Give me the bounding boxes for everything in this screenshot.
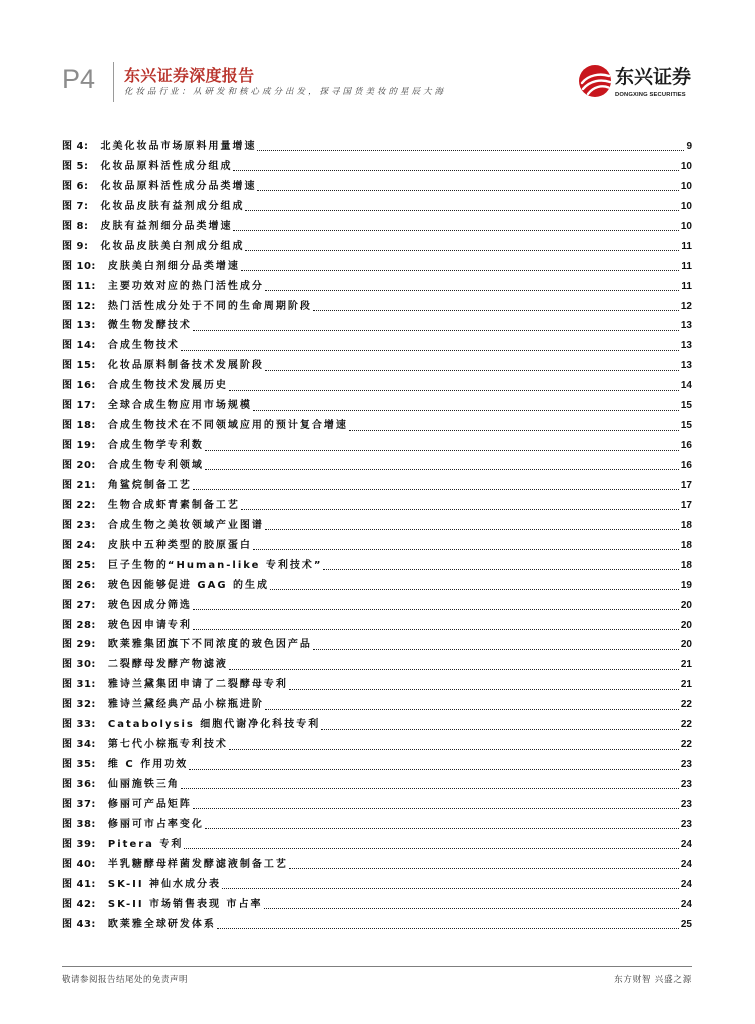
- dot-leader: [193, 808, 679, 809]
- page-number: 11: [681, 240, 692, 252]
- figure-number: 图 9:: [62, 240, 89, 252]
- page-number: 9: [686, 141, 692, 152]
- figure-number: 图 15:: [62, 360, 96, 372]
- page-number: 16: [680, 460, 692, 471]
- figure-title: 欧莱雅集团旗下不同浓度的玻色因产品: [107, 639, 312, 651]
- page-label: P4: [62, 64, 96, 94]
- dot-leader: [245, 210, 678, 211]
- page-number: 23: [680, 779, 692, 790]
- figure-number: 图 29:: [62, 639, 96, 651]
- page-number: 22: [680, 719, 692, 731]
- figure-list-item[interactable]: [62, 456, 692, 476]
- page-number: 24: [680, 878, 692, 890]
- dot-leader: [222, 888, 679, 889]
- page-number: 10: [680, 160, 692, 172]
- page-number: 23: [680, 818, 692, 830]
- dot-leader: [321, 729, 679, 730]
- figure-list-item[interactable]: [62, 217, 692, 237]
- figure-title: 雅诗兰黛经典产品小棕瓶进阶: [107, 699, 264, 711]
- figure-list-item[interactable]: [62, 895, 692, 915]
- figure-title: 化妆品原料活性成分品类增速: [100, 180, 257, 192]
- page-number: 25: [680, 918, 692, 930]
- figure-title: 角鲨烷制备工艺: [107, 479, 192, 491]
- page-number: 11: [681, 260, 692, 272]
- page-number: 11: [681, 280, 692, 292]
- dot-leader: [193, 609, 679, 610]
- figure-title: 微生物发酵技术: [107, 320, 192, 332]
- figure-number: 图 34:: [62, 739, 96, 751]
- dot-leader: [289, 868, 679, 869]
- figure-number: 图 19:: [62, 440, 96, 452]
- figure-number: 图 18:: [62, 420, 96, 432]
- page-number: 23: [680, 759, 692, 771]
- figure-title: 化妆品皮肤有益剂成分组成: [100, 200, 245, 212]
- figure-number: 图 26:: [62, 579, 96, 591]
- page-number: 12: [680, 300, 692, 312]
- dongxing-logo-icon: [578, 64, 612, 98]
- page-number: 13: [680, 360, 692, 372]
- page-number: 20: [680, 619, 692, 631]
- dot-leader: [181, 350, 679, 351]
- footer-rule: [62, 966, 692, 967]
- dot-leader: [245, 250, 679, 251]
- figure-title: Pitera 专利: [107, 838, 184, 850]
- figure-list-item[interactable]: [62, 137, 692, 157]
- figure-number: 图 28:: [62, 619, 96, 631]
- figure-list-item[interactable]: [62, 157, 692, 177]
- figure-title: 合成生物技术: [107, 340, 180, 352]
- company-slogan: 东方财智 兴盛之源: [614, 975, 692, 985]
- dot-leader: [257, 190, 678, 191]
- dot-leader: [229, 749, 679, 750]
- figure-number: 图 16:: [62, 380, 96, 392]
- figure-title: 玻色因成分筛选: [107, 599, 192, 611]
- figure-number: 图 4:: [62, 141, 89, 152]
- figure-number: 图 25:: [62, 559, 96, 571]
- figure-title: 皮肤中五种类型的胶原蛋白: [107, 539, 252, 551]
- figure-title: 生物合成虾青素制备工艺: [107, 499, 240, 511]
- dot-leader: [265, 290, 680, 291]
- page-number: 21: [680, 679, 692, 691]
- figure-number: 图 42:: [62, 898, 96, 910]
- dot-leader: [270, 589, 679, 590]
- figure-number: 图 6:: [62, 180, 89, 192]
- figure-list-item[interactable]: [62, 675, 692, 695]
- figure-title: 皮肤美白剂细分品类增速: [107, 260, 240, 272]
- dot-leader: [253, 549, 679, 550]
- page-number: 18: [680, 559, 692, 571]
- dot-leader: [205, 450, 679, 451]
- figure-list-item[interactable]: [62, 875, 692, 895]
- dot-leader: [229, 669, 679, 670]
- figure-number: 图 35:: [62, 759, 96, 771]
- figure-list-item[interactable]: [62, 695, 692, 715]
- figure-number: 图 5:: [62, 160, 89, 172]
- dot-leader: [265, 370, 679, 371]
- dot-leader: [229, 390, 679, 391]
- dot-leader: [217, 928, 679, 929]
- figure-title: SK-II 神仙水成分表: [107, 878, 222, 890]
- figure-list-item[interactable]: [62, 715, 692, 735]
- figure-list: [62, 137, 692, 935]
- figure-list-item[interactable]: [62, 635, 692, 655]
- figure-list-item[interactable]: [62, 536, 692, 556]
- figure-number: 图 7:: [62, 200, 89, 212]
- page-number: 23: [680, 798, 692, 810]
- figure-list-item[interactable]: [62, 556, 692, 576]
- figure-title: 第七代小棕瓶专利技术: [107, 739, 228, 751]
- dot-leader: [264, 908, 679, 909]
- figure-title: 化妆品原料制备技术发展阶段: [107, 360, 264, 372]
- page-number: 18: [680, 539, 692, 551]
- figure-number: 图 22:: [62, 499, 96, 511]
- dot-leader: [323, 569, 678, 570]
- page-number: 18: [680, 519, 692, 531]
- page-number: 24: [680, 898, 692, 910]
- dot-leader: [181, 788, 679, 789]
- figure-title: 皮肤有益剂细分品类增速: [100, 220, 233, 232]
- figure-list-item[interactable]: [62, 257, 692, 277]
- dot-leader: [265, 529, 679, 530]
- figure-title: 合成生物之美妆领域产业图谱: [107, 519, 264, 531]
- figure-list-item[interactable]: [62, 336, 692, 356]
- logo-name-cn: 东兴证券: [615, 66, 692, 88]
- dot-leader: [349, 430, 679, 431]
- figure-list-item[interactable]: [62, 855, 692, 875]
- dot-leader: [205, 469, 679, 470]
- figure-list-item[interactable]: [62, 356, 692, 376]
- figure-number: 图 30:: [62, 659, 96, 671]
- dot-leader: [193, 489, 679, 490]
- figure-number: 图 32:: [62, 699, 96, 711]
- dot-leader: [313, 310, 679, 311]
- figure-list-item[interactable]: [62, 835, 692, 855]
- report-subtitle: 化妆品行业：从研发和核心成分出发，探寻国货美妆的星辰大海: [124, 87, 447, 97]
- figure-title: 修丽可市占率变化: [107, 818, 204, 830]
- page-number: 13: [680, 320, 692, 332]
- figure-number: 图 14:: [62, 340, 96, 352]
- figure-title: 仙丽施铁三角: [107, 779, 180, 790]
- company-logo: [578, 63, 692, 101]
- dot-leader: [253, 410, 679, 411]
- figure-title: 维 C 作用功效: [107, 759, 189, 771]
- figure-title: Catabolysis 细胞代谢净化科技专利: [107, 719, 321, 731]
- figure-number: 图 37:: [62, 798, 96, 810]
- figure-list-item[interactable]: [62, 616, 692, 636]
- figure-list-item[interactable]: [62, 795, 692, 815]
- dot-leader: [257, 150, 684, 151]
- figure-title: 热门活性成分处于不同的生命周期阶段: [107, 300, 312, 312]
- figure-number: 图 24:: [62, 539, 96, 551]
- figure-list-item[interactable]: [62, 476, 692, 496]
- figure-title: 合成生物专利领域: [107, 460, 204, 471]
- figure-list-item[interactable]: [62, 775, 692, 795]
- figure-list-item[interactable]: [62, 915, 692, 935]
- disclaimer-note: 敬请参阅报告结尾处的免责声明: [62, 975, 189, 985]
- page-number: 14: [680, 380, 692, 392]
- figure-number: 图 21:: [62, 479, 96, 491]
- figure-list-item[interactable]: [62, 655, 692, 675]
- figure-list-item[interactable]: [62, 197, 692, 217]
- figure-number: 图 41:: [62, 878, 96, 890]
- figure-number: 图 8:: [62, 220, 89, 232]
- figure-title: 玻色因申请专利: [107, 619, 192, 631]
- page-number: 10: [680, 220, 692, 232]
- figure-list-item[interactable]: [62, 576, 692, 596]
- figure-number: 图 39:: [62, 838, 96, 850]
- figure-number: 图 27:: [62, 599, 96, 611]
- figure-title: SK-II 市场销售表现 市占率: [107, 898, 263, 910]
- page-number: 19: [680, 579, 692, 591]
- figure-title: 合成生物技术在不同领域应用的预计复合增速: [107, 420, 348, 432]
- figure-list-item[interactable]: [62, 396, 692, 416]
- dot-leader: [205, 828, 679, 829]
- figure-title: 玻色因能够促进 GAG 的生成: [107, 579, 270, 591]
- figure-list-item[interactable]: [62, 237, 692, 257]
- figure-number: 图 23:: [62, 519, 96, 531]
- figure-title: 修丽可产品矩阵: [107, 798, 192, 810]
- dot-leader: [241, 270, 680, 271]
- figure-list-item[interactable]: [62, 416, 692, 436]
- figure-number: 图 12:: [62, 300, 96, 312]
- figure-number: 图 20:: [62, 460, 96, 471]
- page-number: 24: [680, 858, 692, 870]
- figure-list-item[interactable]: [62, 596, 692, 616]
- dot-leader: [189, 769, 679, 770]
- figure-title: 合成生物学专利数: [107, 440, 204, 452]
- figure-title: 主要功效对应的热门活性成分: [107, 280, 264, 292]
- dot-leader: [313, 649, 679, 650]
- figure-title: 二裂酵母发酵产物滤液: [107, 659, 228, 671]
- report-type-title: 东兴证券深度报告: [124, 66, 255, 85]
- figure-title: 半乳糖酵母样菌发酵滤液制备工艺: [107, 858, 288, 870]
- figure-list-item[interactable]: [62, 516, 692, 536]
- figure-list-item[interactable]: [62, 297, 692, 317]
- page-number: 15: [680, 420, 692, 432]
- dot-leader: [184, 848, 678, 849]
- page-number: 17: [680, 479, 692, 491]
- figure-title: 化妆品皮肤美白剂成分组成: [100, 240, 245, 252]
- figure-list-item[interactable]: [62, 277, 692, 297]
- page-number: 10: [680, 180, 692, 192]
- dot-leader: [193, 330, 679, 331]
- figure-number: 图 36:: [62, 779, 96, 790]
- figure-number: 图 13:: [62, 320, 96, 332]
- dot-leader: [233, 170, 678, 171]
- figure-number: 图 11:: [62, 280, 96, 292]
- figure-number: 图 17:: [62, 400, 96, 412]
- figure-number: 图 10:: [62, 260, 96, 272]
- page-number: 10: [680, 200, 692, 212]
- figure-title: 合成生物技术发展历史: [107, 380, 228, 392]
- page-number: 24: [680, 838, 692, 850]
- figure-number: 图 31:: [62, 679, 96, 691]
- figure-list-item[interactable]: [62, 316, 692, 336]
- figure-number: 图 43:: [62, 918, 96, 930]
- page-number: 16: [680, 440, 692, 452]
- dot-leader: [265, 709, 679, 710]
- page-number: 21: [680, 659, 692, 671]
- page-number: 17: [680, 499, 692, 511]
- dot-leader: [233, 230, 678, 231]
- figure-number: 图 40:: [62, 858, 96, 870]
- figure-title: 全球合成生物应用市场规模: [107, 400, 252, 412]
- figure-list-item[interactable]: [62, 755, 692, 775]
- figure-number: 图 33:: [62, 719, 96, 731]
- page-number: 22: [680, 739, 692, 751]
- figure-title: 雅诗兰黛集团申请了二裂酵母专利: [107, 679, 288, 691]
- dot-leader: [241, 509, 679, 510]
- header-divider: [113, 62, 114, 102]
- figure-list-item[interactable]: [62, 177, 692, 197]
- figure-list-item[interactable]: [62, 815, 692, 835]
- dot-leader: [193, 629, 679, 630]
- figure-title: 化妆品原料活性成分组成: [100, 160, 233, 172]
- page-number: 20: [680, 599, 692, 611]
- dot-leader: [289, 689, 679, 690]
- page-number: 13: [680, 340, 692, 352]
- figure-title: 巨子生物的“Human-like 专利技术”: [107, 559, 323, 571]
- figure-list-item[interactable]: [62, 376, 692, 396]
- figure-title: 欧莱雅全球研发体系: [107, 918, 216, 930]
- logo-name-en: DONGXING SECURITIES: [615, 92, 686, 98]
- figure-list-item[interactable]: [62, 436, 692, 456]
- page-number: 15: [680, 400, 692, 412]
- page-number: 20: [680, 639, 692, 651]
- page-number: 22: [680, 699, 692, 711]
- figure-number: 图 38:: [62, 818, 96, 830]
- figure-list-item[interactable]: [62, 735, 692, 755]
- figure-list-item[interactable]: [62, 496, 692, 516]
- figure-title: 北美化妆品市场原料用量增速: [100, 141, 257, 152]
